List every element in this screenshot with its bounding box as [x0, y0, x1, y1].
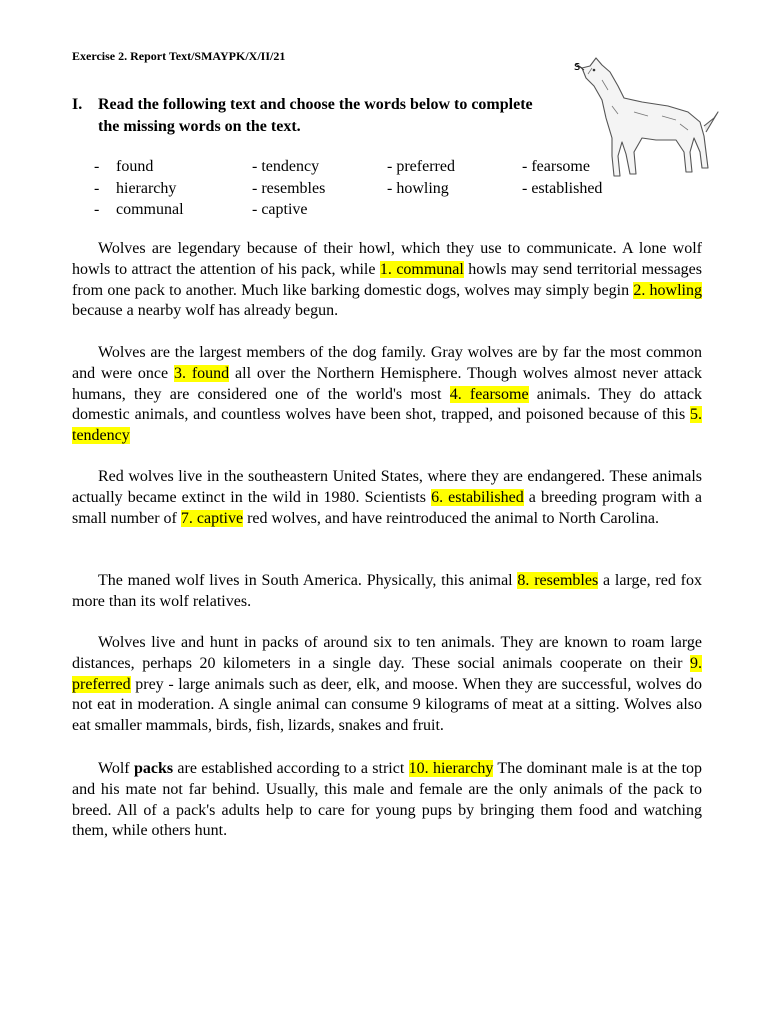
paragraph-text: a breeding program with a small number of	[72, 488, 703, 527]
answer-5: 5. tendency	[72, 406, 702, 445]
instruction	[72, 94, 552, 138]
instruction-number: I.	[72, 96, 83, 113]
exercise-header: Exercise 2. Report Text/SMAYPK/X/II/21	[72, 49, 286, 63]
answer-3: 3. found	[173, 364, 230, 382]
answer-10: 10. hierarchy	[408, 760, 494, 777]
word-bank-bullet: -	[94, 158, 100, 175]
answer-8: 8. resembles	[517, 572, 599, 589]
answer-7: 7. captive	[180, 509, 244, 527]
word-bank	[72, 156, 692, 221]
answer-4: 4. fearsome	[449, 385, 529, 403]
paragraph-dog-family	[72, 343, 702, 447]
instruction-text: Read the following text and choose the words below to complete the missing words on the text.	[98, 96, 533, 135]
paragraph-text: Wolves live and hunt in packs of around six to ten animals. They are known to roam large distances, perhaps 20 kilometers in a single day. These social animals cooperate on their	[72, 634, 702, 672]
word-bank-item: - fearsome	[522, 158, 590, 175]
bold-word: packs	[133, 760, 174, 777]
word-bank-bullet: -	[94, 201, 100, 218]
paragraph-red-wolves	[72, 467, 702, 529]
paragraph-text: red wolves, and have reintroduced the animal to North Carolina.	[243, 509, 659, 527]
answer-2: 2. howling	[633, 281, 702, 299]
word-bank-item: communal	[116, 201, 184, 218]
word-bank-item: - resembles	[252, 179, 326, 197]
word-bank-item: hierarchy	[116, 179, 177, 197]
word-bank-row	[72, 156, 692, 178]
paragraph-text: The dominant male is at the top and his mate not far behind. Usually, this male and female are the only animals of the pack to breed. All of a pack's adults help to care for young pups by bringing them food and watching them, while others hunt.	[72, 760, 703, 840]
paragraph-text: Wolf	[98, 760, 134, 777]
word-bank-item: - established	[522, 179, 603, 197]
word-bank-item: - preferred	[387, 158, 455, 175]
paragraph-text: howls may send territorial messages from one pack to another. Much like barking domestic dogs, wolves may simply begin	[72, 260, 702, 299]
answer-6: 6. estabilished	[431, 488, 524, 506]
paragraph-text: a large, red fox more than its wolf relatives.	[72, 572, 702, 610]
paragraph-text: Red wolves live in the southeastern United States, where they are endangered. These animals actually became extinct in the wild in 1980. Scientists	[72, 468, 702, 506]
paragraph-text: Wolves are legendary because of their howl, which they use to communicate. A lone wolf howls to attract the attention of his pack, while	[72, 240, 702, 278]
paragraph-text: Wolves are the largest members of the dog family. Gray wolves are by far the most common and were once	[72, 344, 702, 382]
paragraph-text: prey - large animals such as deer, elk, and moose. When they are successful, wolves do not eat in moderation. A single animal can consume 9 kilograms of meat at a sitting. Wolves also eat smaller mammals, birds, fish, lizards, snakes and fruit.	[72, 675, 702, 735]
word-bank-item: - captive	[252, 201, 308, 218]
paragraph-text: are established according to a strict	[173, 760, 409, 777]
answer-1: 1. communal	[379, 260, 464, 278]
paragraph-maned-wolf	[72, 571, 702, 613]
paragraph-packs-hunt	[72, 633, 702, 737]
answer-9: 9. preferred	[72, 654, 702, 693]
svg-text:s: s	[574, 59, 581, 73]
word-bank-row	[72, 199, 692, 221]
paragraph-howl	[72, 239, 702, 322]
word-bank-row	[72, 178, 692, 200]
paragraph-text: because a nearby wolf has already begun.	[72, 302, 339, 320]
paragraph-text: all over the Northern Hemisphere. Though wolves almost never attack humans, they are considered one of the world's most	[72, 364, 703, 403]
word-bank-bullet: -	[94, 179, 100, 197]
word-bank-item: - howling	[387, 179, 449, 197]
paragraph-text: animals. They do attack domestic animals, and countless wolves have been shot, trapped, and poisoned because of this	[72, 385, 703, 424]
paragraph-hierarchy	[72, 759, 702, 842]
paragraph-text: The maned wolf lives in South America. Physically, this animal	[98, 572, 518, 589]
word-bank-item: - tendency	[252, 158, 320, 175]
word-bank-item: found	[116, 158, 154, 175]
